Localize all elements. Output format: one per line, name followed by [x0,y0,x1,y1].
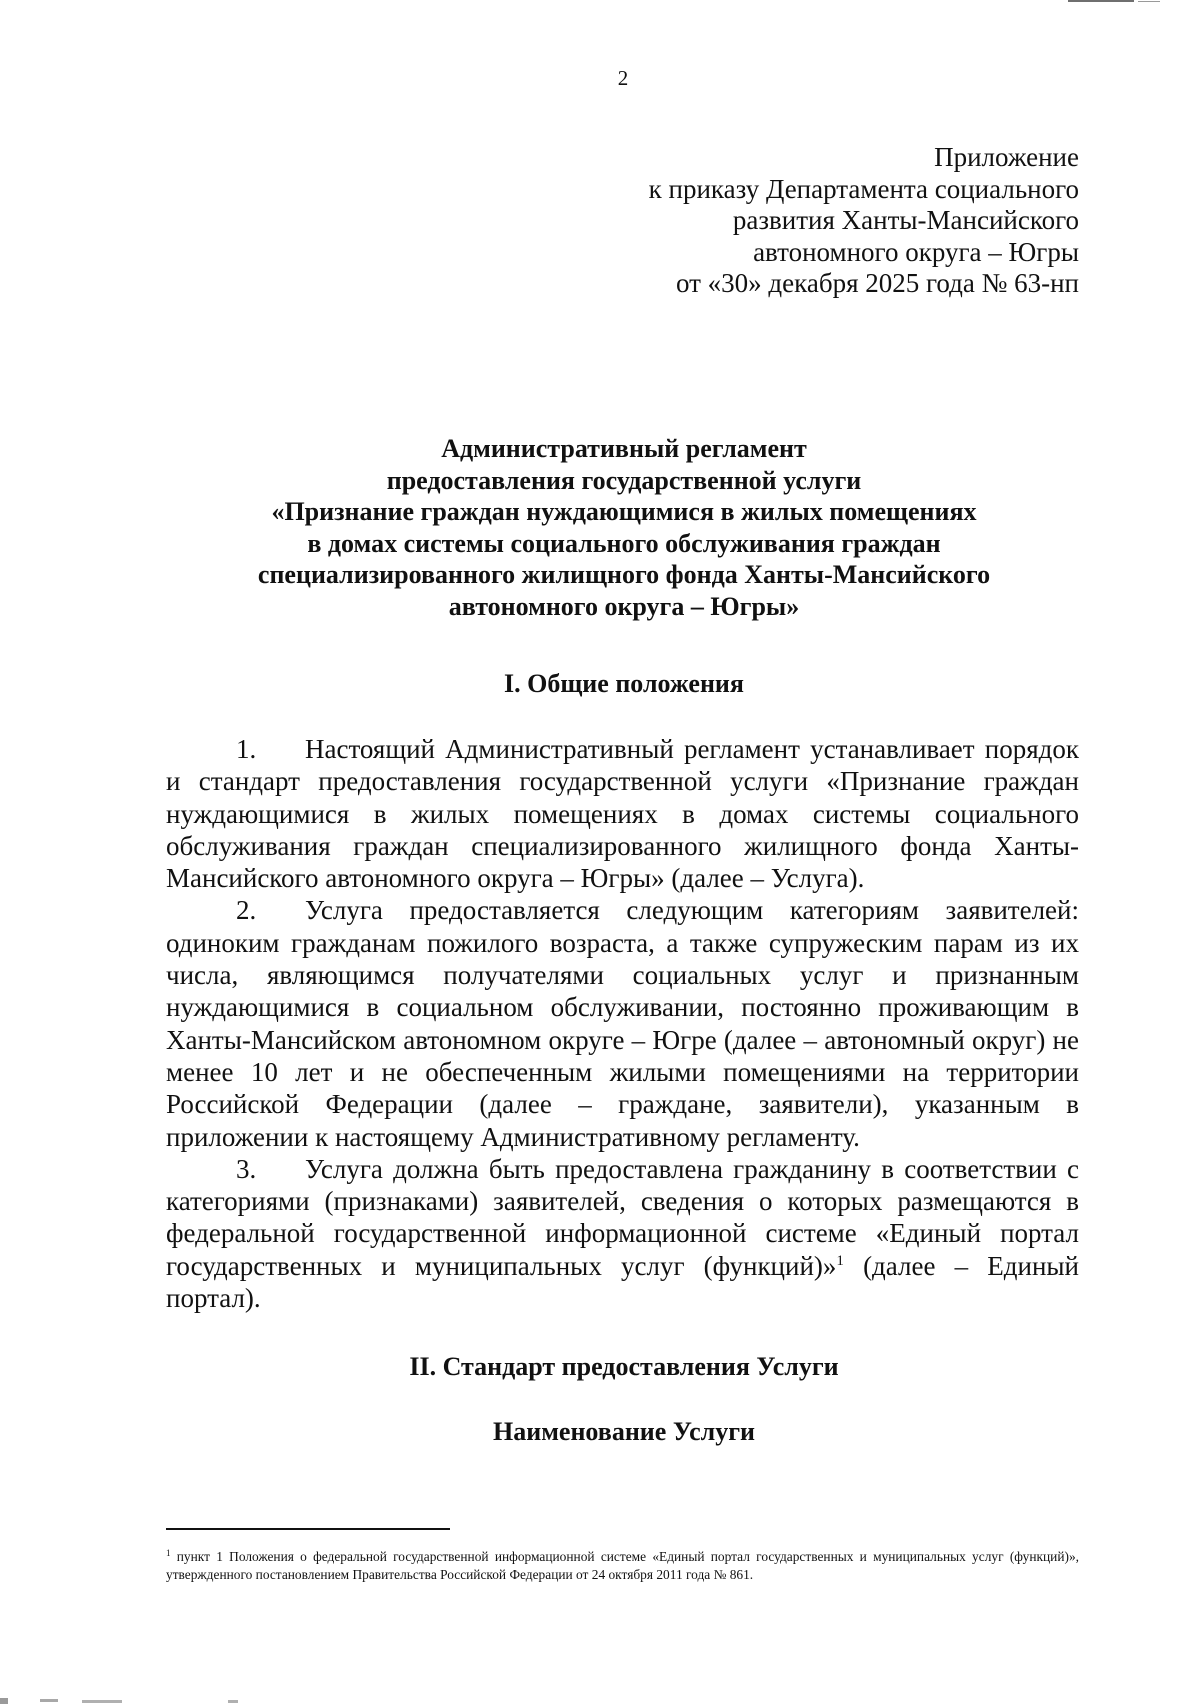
approval-line: автономного округа – Югры [753,236,1079,267]
paragraph-text: Настоящий Административный регламент устанавливает порядок и стандарт предоставления государственной услуги «Признание граждан нуждающимися в жилых помещениях в домах системы социального обслуживания граждан специализированного жилищного фонда Ханты-Мансийского автономного округа – Югры» (далее – Услуга). [166,734,1079,894]
paragraph-3 [166,1153,1079,1314]
paragraph-number: 2. [236,895,257,926]
approval-line: развития Ханты-Мансийского [732,205,1079,235]
footnote-reference: 1 [836,1252,844,1269]
footnote-separator [166,1528,450,1530]
section-heading-general: I. Общие положения [504,669,744,698]
paragraph-1 [166,733,1079,894]
footnote [166,1548,1079,1584]
document-title-line: в домах системы социального обслуживания граждан [307,528,941,558]
document-title-line: специализированного жилищного фонда Ханты-Мансийского [257,560,991,589]
footnote-text: пункт 1 Положения о федеральной государственной информационной системе «Единый портал государственных и муниципальных услуг (функций)», утвержденного постановлением Правительства Российской Федерации от 24 октября 2011 года № 861. [166,1549,1079,1582]
paragraph-text: Услуга должна быть предоставлена гражданину в соответствии с категориями (признаками) заявителей, сведения о которых размещаются в федеральной государственной информационной системе «Единый портал государственных и муниципальных услуг (функций)» [166,1153,1079,1281]
paragraph-text-continued: (далее – Единый портал). [166,1250,1080,1314]
approval-line: Приложение [934,142,1079,172]
paragraph-text: Услуга предоставляется следующим категориям заявителей: одиноким гражданам пожилого возраста, а также супружеским парам из их числа, являющимся получателями социальных услуг и признанным нуждающимися в социальном обслуживании, постоянно проживающим в Ханты-Мансийском автономном округе – Югре (далее – автономный округ) не менее 10 лет и не обеспеченным жилыми помещениями на территории Российской Федерации (далее – граждане, заявители), указанным в приложении к настоящему Административному регламенту. [166,895,1079,1152]
scan-artifact [228,1700,238,1703]
section-body [166,733,1079,1314]
approval-block [479,142,1079,300]
approval-line: к приказу Департамента социального [648,173,1079,204]
scan-artifact [1138,1,1160,2]
scan-artifact [1068,0,1134,2]
footnote-marker: 1 [166,1548,171,1558]
document-title [160,433,1088,622]
paragraph-2 [166,894,1079,1152]
paragraph-number: 1. [236,734,257,764]
page-number: 2 [617,66,629,90]
scan-artifact [82,1700,122,1703]
section-heading-standard: II. Стандарт предоставления Услуги [409,1352,839,1381]
scan-artifact [40,1699,58,1702]
document-title-line: предоставления государственной услуги [386,465,862,495]
document-title-line: «Признание граждан нуждающимися в жилых помещениях [271,497,977,526]
paragraph-number: 3. [236,1153,257,1184]
document-title-line: автономного округа – Югры» [448,591,800,621]
scan-artifact [0,1698,8,1704]
subsection-heading-service-name: Наименование Услуги [492,1417,756,1446]
approval-line: от «30» декабря 2025 года № 63-нп [675,268,1079,298]
document-title-line: Административный регламент [441,434,807,463]
